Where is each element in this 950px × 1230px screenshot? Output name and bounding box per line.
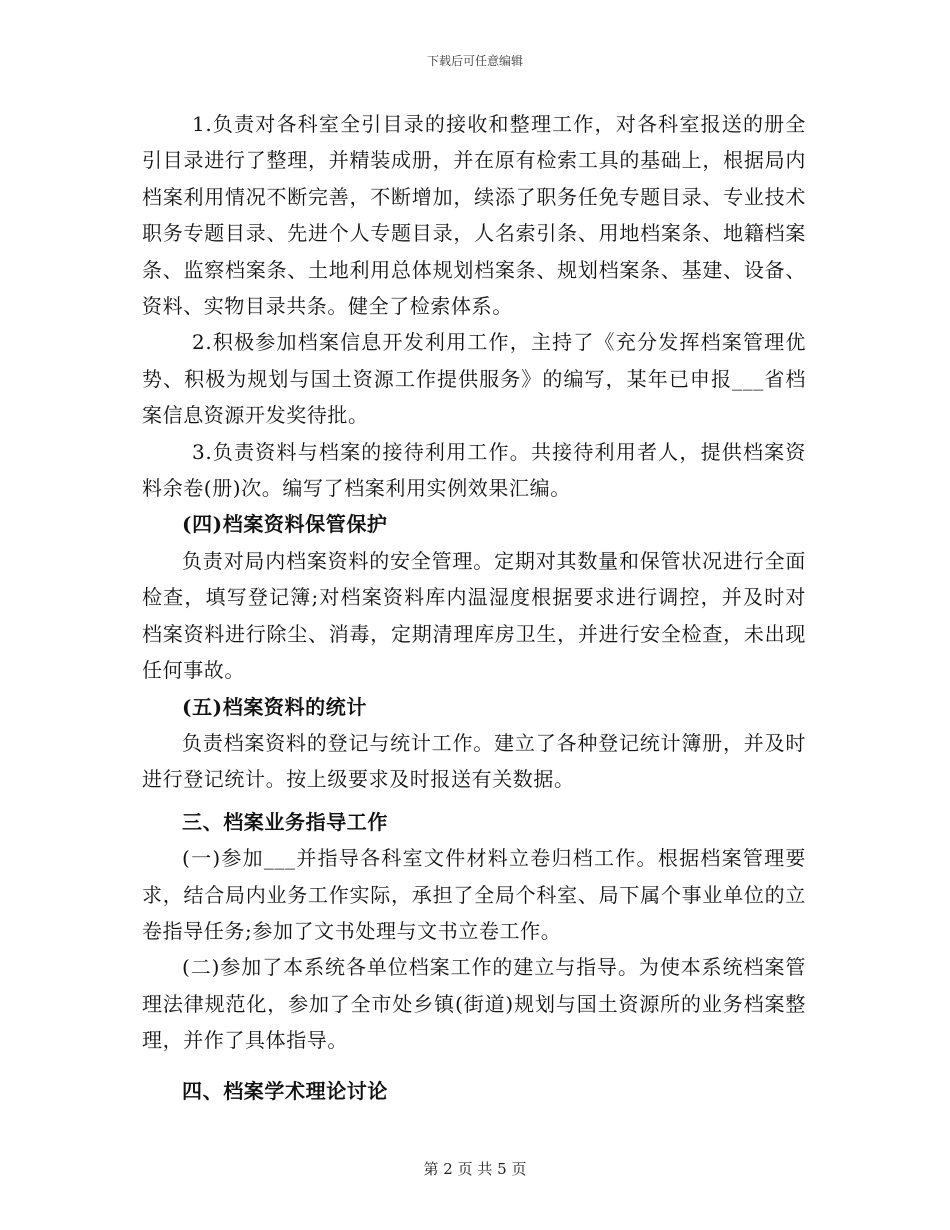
document-body (142, 106, 806, 1109)
paragraph-item-3: 3.负责资料与档案的接待利用工作。共接待利用者人，提供档案资料余卷(册)次。编写了档案利用实例效果汇编。 (142, 439, 806, 501)
section-heading-4: (四)档案资料保管保护 (182, 512, 388, 537)
section-heading-three: 三、档案业务指导工作 (182, 809, 388, 834)
page-number: 第 2 页 共 5 页 (423, 1160, 527, 1178)
paragraph-storage: 负责对局内档案资料的安全管理。定期对其数量和保管状况进行全面检查，填写登记簿;对档案资料库内温湿度根据要求进行调控，并及时对档案资料进行除尘、消毒，定期清理库房卫生，并进行安全检查，未出现任何事故。 (142, 548, 806, 683)
paragraph-item-2: 2.积极参加档案信息开发利用工作，主持了《充分发挥档案管理优势、积极为规划与国土资源工作提供服务》的编写，某年已申报___省档案信息资源开发奖待批。 (142, 330, 806, 428)
page-header-note: 下载后可任意编辑 (426, 54, 523, 68)
paragraph-statistics: 负责档案资料的登记与统计工作。建立了各种登记统计簿册，并及时进行登记统计。按上级要求及时报送有关数据。 (142, 730, 806, 792)
paragraph-item-1: 1.负责对各科室全引目录的接收和整理工作，对各科室报送的册全引目录进行了整理，并精装成册，并在原有检索工具的基础上，根据局内档案利用情况不断完善，不断增加，续添了职务任免专题目录、专业技术职务专题目录、先进个人专题目录，人名索引条、用地档案条、地籍档案条、监察档案条、土地利用总体规划档案条、规划档案条、基建、设备、资料、实物目录共条。健全了检索体系。 (142, 112, 806, 319)
paragraph-guidance-1: (一)参加___并指导各科室文件材料立卷归档工作。根据档案管理要求，结合局内业务工作实际，承担了全局个科室、局下属个事业单位的立卷指导任务;参加了文书处理与文书立卷工作。 (142, 846, 806, 943)
section-heading-four: 四、档案学术理论讨论 (182, 1078, 388, 1103)
paragraph-guidance-2: (二)参加了本系统各单位档案工作的建立与指导。为使本系统档案管理法律规范化，参加了全市处乡镇(街道)规划与国土资源所的业务档案整理，并作了具体指导。 (142, 955, 806, 1053)
section-heading-5: (五)档案资料的统计 (182, 694, 367, 719)
